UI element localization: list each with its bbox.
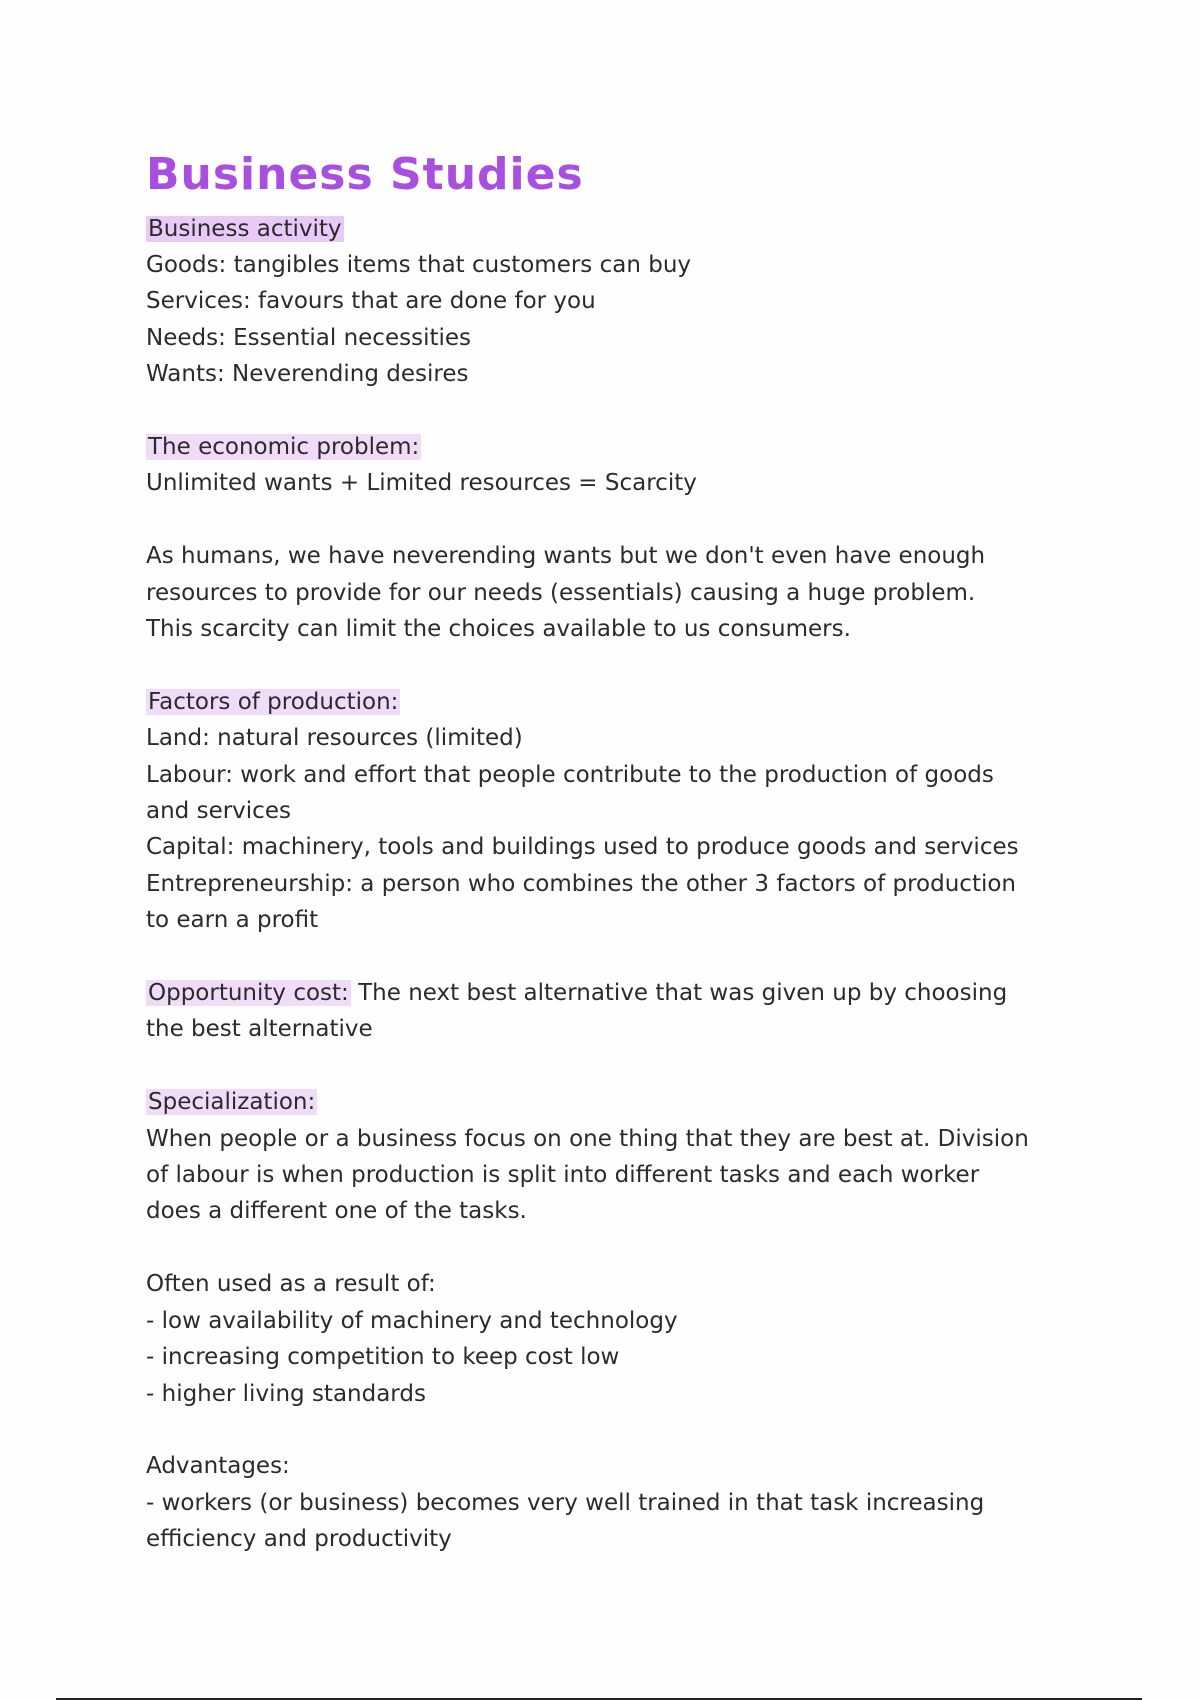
factor-entrepreneurship-cont: to earn a profit <box>146 907 319 934</box>
factor-land: Land: natural resources (limited) <box>146 725 523 752</box>
list-item-cont: efficiency and productivity <box>146 1526 452 1553</box>
advantages-heading: Advantages: <box>146 1453 290 1480</box>
highlight: Opportunity cost: <box>148 980 349 1007</box>
section-heading-economic-problem <box>146 429 1086 465</box>
highlight: Factors of production: <box>148 688 399 715</box>
definition-services: Services: favours that are done for you <box>146 288 596 315</box>
opportunity-cost-text-cont: the best alternative <box>146 1016 373 1043</box>
spacer <box>146 393 1086 429</box>
spacer <box>146 1230 1086 1266</box>
spacer <box>146 1048 1086 1084</box>
opportunity-cost-line <box>146 975 1086 1011</box>
spacer <box>146 939 1086 975</box>
often-used-heading: Often used as a result of: <box>146 1271 436 1298</box>
list-item: - low availability of machinery and technology <box>146 1307 678 1334</box>
section-heading-business-activity <box>146 211 1086 247</box>
paragraph-line: resources to provide for our needs (essentials) causing a huge problem. <box>146 579 976 606</box>
list-item: - workers (or business) becomes very well trained in that task increasing <box>146 1489 985 1516</box>
definition-wants: Wants: Neverending desires <box>146 361 469 388</box>
factor-labour-cont: and services <box>146 798 291 825</box>
notes-page <box>146 150 1086 1558</box>
highlight: Specialization: <box>148 1089 316 1116</box>
list-item: - increasing competition to keep cost low <box>146 1344 620 1371</box>
list-item: - higher living standards <box>146 1380 426 1407</box>
highlight: Business activity <box>148 215 342 242</box>
spacer <box>146 1412 1086 1448</box>
definition-goods: Goods: tangibles items that customers can buy <box>146 252 692 278</box>
paragraph-line: When people or a business focus on one thing that they are best at. Division <box>146 1125 1029 1152</box>
page-title: Business Studies <box>146 149 584 200</box>
highlight: The economic problem: <box>148 434 420 461</box>
section-heading-specialization <box>146 1084 1086 1120</box>
scarcity-equation: Unlimited wants + Limited resources = Scarcity <box>146 470 697 497</box>
paragraph-line: As humans, we have neverending wants but we don't even have enough <box>146 543 986 570</box>
factor-capital: Capital: machinery, tools and buildings used to produce goods and services <box>146 834 1019 861</box>
paragraph-line: of labour is when production is split into different tasks and each worker <box>146 1162 980 1189</box>
definition-needs: Needs: Essential necessities <box>146 324 471 351</box>
factor-labour: Labour: work and effort that people contribute to the production of goods <box>146 761 994 788</box>
spacer <box>146 502 1086 538</box>
opportunity-cost-text: The next best alternative that was given up by choosing <box>350 980 1008 1007</box>
factor-entrepreneurship: Entrepreneurship: a person who combines the other 3 factors of production <box>146 870 1017 897</box>
spacer <box>146 647 1086 683</box>
paragraph-line: does a different one of the tasks. <box>146 1198 527 1225</box>
section-heading-factors <box>146 684 1086 720</box>
paragraph-line: This scarcity can limit the choices available to us consumers. <box>146 616 851 643</box>
